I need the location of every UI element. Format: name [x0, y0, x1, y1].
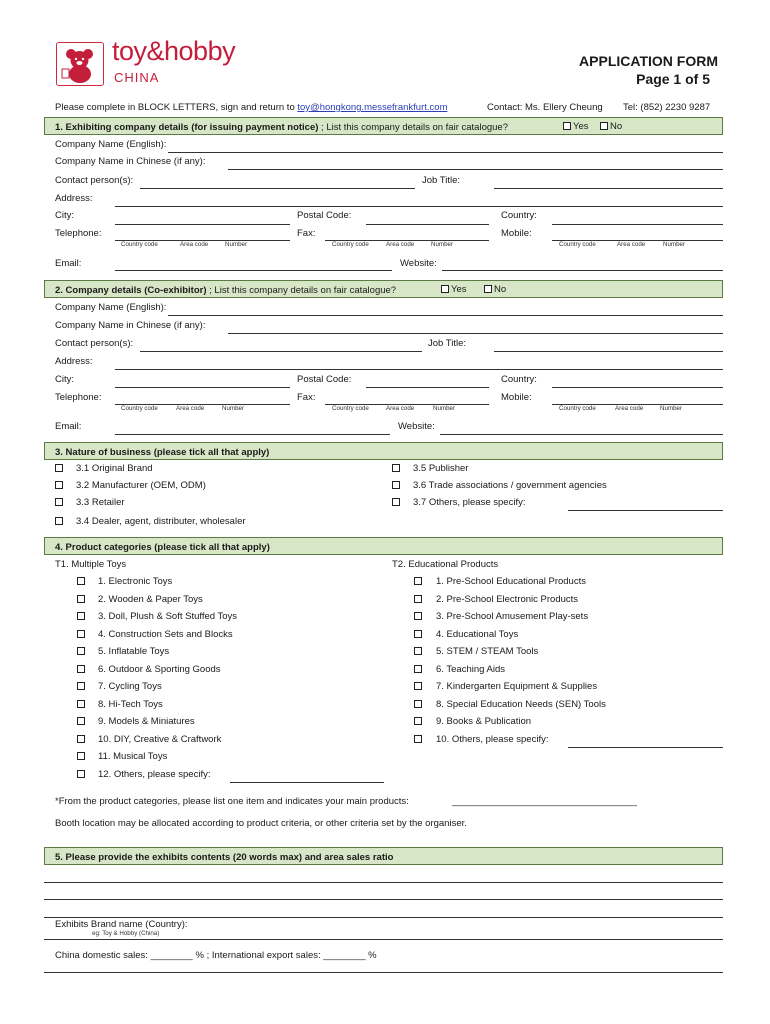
s2-country-label: Country: [501, 374, 537, 385]
option-3-3: 3.3 Retailer [76, 497, 125, 508]
s1-telephone-label: Telephone: [55, 228, 102, 239]
t1-option-11: 11. Musical Toys [98, 751, 168, 762]
s2-tel-area-code: Area code [176, 405, 205, 412]
s1-tel-country-code: Country code [121, 241, 158, 248]
t2-option-7: 7. Kindergarten Equipment & Supplies [436, 681, 598, 692]
section-4-header [44, 537, 723, 555]
s2-mob-number: Number [660, 405, 683, 412]
s1-city-label: City: [55, 210, 74, 221]
t1-checkbox-8[interactable] [77, 700, 85, 708]
section-4-title: 4. Product categories (please tick all that apply) [55, 542, 270, 553]
brand-name-field[interactable] [44, 939, 723, 940]
booth-note: Booth location may be allocated according to product criteria, or other criteria set by the organiser. [55, 818, 467, 829]
checkbox-3-5[interactable] [392, 464, 400, 472]
section-2-header [44, 280, 723, 298]
t2-option-10: 10. Others, please specify: [436, 733, 549, 745]
s2-contact-field[interactable] [140, 351, 422, 352]
t2-checkbox-2[interactable] [414, 595, 422, 603]
brand-name-example: eg: Toy & Hobby (China) [92, 930, 160, 937]
t1-checkbox-4[interactable] [77, 630, 85, 638]
option-3-6: 3.6 Trade associations / government agencies [413, 480, 607, 491]
checkbox-3-6[interactable] [392, 481, 400, 489]
checkbox-3-3[interactable] [55, 498, 63, 506]
s2-fax-number: Number [433, 405, 456, 412]
section-1-title: 1. Exhibiting company details (for issuing payment notice) [55, 122, 319, 133]
t2-option-9: 9. Books & Publication [436, 716, 532, 727]
section-3-header [44, 442, 723, 460]
t1-checkbox-12[interactable] [77, 770, 85, 778]
s1-website-field[interactable] [442, 270, 723, 271]
s2-email-label: Email: [55, 421, 82, 432]
checkbox-icon[interactable] [484, 285, 492, 293]
s1-address-label: Address: [55, 193, 93, 204]
form-title: APPLICATION FORM [579, 53, 718, 69]
t2-option-6: 6. Teaching Aids [436, 663, 506, 675]
s2-country-field[interactable] [552, 387, 723, 388]
s2-city-field[interactable] [115, 387, 290, 388]
t1-others-specify-field[interactable] [230, 782, 384, 783]
t1-option-8: 8. Hi-Tech Toys [98, 698, 163, 710]
logo [56, 42, 104, 86]
s2-address-label: Address: [55, 356, 93, 367]
section-2-yes[interactable]: Yes [441, 285, 467, 295]
s2-company-name-en-field[interactable] [168, 315, 723, 316]
checkbox-3-2[interactable] [55, 481, 63, 489]
s2-website-label: Website: [398, 421, 435, 432]
section-1-subtitle: ; List this company details on fair catalogue? [321, 122, 508, 133]
section-1-no[interactable]: No [600, 122, 622, 132]
s2-company-name-en-label: Company Name (English): [55, 302, 167, 313]
s1-mob-country-code: Country code [559, 241, 596, 248]
exhibits-content-line-3[interactable] [44, 917, 723, 918]
s2-mob-area-code: Area code [615, 405, 644, 412]
teddy-bear-icon [57, 43, 103, 85]
t1-option-1: 1. Electronic Toys [98, 576, 173, 587]
checkbox-3-1[interactable] [55, 464, 63, 472]
s2-company-name-cn-label: Company Name in Chinese (if any): [55, 320, 206, 331]
page-number: Page 1 of 5 [636, 71, 710, 87]
sales-ratio[interactable]: China domestic sales: ________ % ; International export sales: ________ % [55, 950, 377, 961]
t1-option-4: 4. Construction Sets and Blocks [98, 628, 233, 640]
s2-tel-country-code: Country code [121, 405, 158, 412]
t1-checkbox-2[interactable] [77, 595, 85, 603]
s1-country-label: Country: [501, 210, 537, 221]
t1-option-3: 3. Doll, Plush & Soft Stuffed Toys [98, 611, 238, 622]
option-3-7-specify-field[interactable] [568, 510, 723, 511]
s1-job-title-field[interactable] [494, 188, 723, 189]
exhibits-content-line-1[interactable] [44, 882, 723, 883]
t1-checkbox-1[interactable] [77, 577, 85, 585]
brand-name-label: Exhibits Brand name (Country): [55, 919, 188, 930]
s1-address-field[interactable] [115, 206, 723, 207]
t1-option-10: 10. DIY, Creative & Craftwork [98, 733, 222, 745]
contact-tel: Tel: (852) 2230 9287 [623, 102, 711, 113]
t2-option-1: 1. Pre-School Educational Products [436, 576, 586, 587]
option-3-2: 3.2 Manufacturer (OEM, ODM) [76, 480, 206, 491]
t1-option-12: 12. Others, please specify: [98, 768, 211, 780]
s1-email-label: Email: [55, 258, 82, 269]
s1-company-name-cn-label: Company Name in Chinese (if any): [55, 156, 206, 167]
intro-line [55, 103, 447, 113]
section-2-subtitle: ; List this company details on fair catalogue? [209, 285, 397, 296]
section-1-yes[interactable]: Yes [563, 122, 589, 132]
s1-tel-number: Number [225, 241, 248, 248]
s1-mobile-label: Mobile: [501, 228, 532, 239]
s1-fax-number: Number [431, 241, 454, 248]
s1-postal-label: Postal Code: [297, 210, 352, 221]
checkbox-3-4[interactable] [55, 517, 63, 525]
s1-fax-country-code: Country code [332, 241, 369, 248]
s2-fax-country-code: Country code [332, 405, 369, 412]
t2-checkbox-5[interactable] [414, 647, 422, 655]
checkbox-icon[interactable] [441, 285, 449, 293]
t2-checkbox-3[interactable] [414, 612, 422, 620]
s2-website-field[interactable] [440, 434, 723, 435]
s1-tel-area-code: Area code [180, 241, 209, 248]
email-link[interactable]: toy@hongkong.messefrankfurt.com [297, 102, 448, 113]
t1-checkbox-6[interactable] [77, 665, 85, 673]
t1-checkbox-3[interactable] [77, 612, 85, 620]
s1-country-field[interactable] [552, 224, 723, 225]
t2-checkbox-4[interactable] [414, 630, 422, 638]
s2-contact-label: Contact person(s): [55, 338, 134, 349]
t2-option-2: 2. Pre-School Electronic Products [436, 593, 579, 605]
checkbox-3-7[interactable] [392, 498, 400, 506]
s2-city-label: City: [55, 374, 74, 385]
t2-heading: T2. Educational Products [392, 559, 499, 570]
s2-email-field[interactable] [115, 434, 390, 435]
t1-checkbox-5[interactable] [77, 647, 85, 655]
s2-telephone-label: Telephone: [55, 392, 102, 403]
intro-text: Please complete in BLOCK LETTERS, sign and return to [55, 102, 295, 113]
option-3-1: 3.1 Original Brand [76, 463, 153, 474]
section-2-title: 2. Company details (Co-exhibitor) [55, 285, 207, 296]
s2-mob-country-code: Country code [559, 405, 596, 412]
t1-option-2: 2. Wooden & Paper Toys [98, 593, 203, 605]
s2-tel-number: Number [222, 405, 245, 412]
t2-checkbox-10[interactable] [414, 735, 422, 743]
exhibits-content-line-2[interactable] [44, 899, 723, 900]
t2-checkbox-9[interactable] [414, 717, 422, 725]
s1-mob-area-code: Area code [617, 241, 646, 248]
t2-checkbox-1[interactable] [414, 577, 422, 585]
section-5-header [44, 847, 723, 865]
s2-job-title-field[interactable] [494, 351, 723, 352]
t2-checkbox-6[interactable] [414, 665, 422, 673]
t2-option-5: 5. STEM / STEAM Tools [436, 646, 539, 657]
s2-postal-field[interactable] [366, 387, 489, 388]
option-3-4: 3.4 Dealer, agent, distributer, wholesaler [76, 516, 246, 527]
s1-company-name-cn-field[interactable] [228, 169, 723, 170]
s1-company-name-en-field[interactable] [168, 152, 723, 153]
section-5-title: 5. Please provide the exhibits contents (20 words max) and area sales ratio [55, 852, 394, 863]
s1-mob-number: Number [663, 241, 686, 248]
s2-address-field[interactable] [115, 369, 723, 370]
bottom-rule [44, 972, 723, 973]
t1-option-6: 6. Outdoor & Sporting Goods [98, 663, 221, 675]
section-2-no[interactable]: No [484, 285, 506, 295]
t1-checkbox-9[interactable] [77, 717, 85, 725]
main-products-label: *From the product categories, please list one item and indicates your main products: [55, 796, 409, 807]
checkbox-icon[interactable] [563, 122, 571, 130]
t2-option-3: 3. Pre-School Amusement Play-sets [436, 611, 589, 622]
s2-mobile-label: Mobile: [501, 392, 532, 403]
s1-company-name-en-label: Company Name (English): [55, 139, 167, 150]
s2-fax-area-code: Area code [386, 405, 415, 412]
section-1-header [44, 117, 723, 135]
s1-postal-field[interactable] [366, 224, 489, 225]
main-products-field[interactable]: ___________________________________ [452, 796, 637, 807]
s2-postal-label: Postal Code: [297, 374, 352, 385]
s1-website-label: Website: [400, 258, 437, 269]
contact-name: Contact: Ms. Ellery Cheung [487, 102, 603, 113]
brand-logo-sub: CHINA [114, 70, 160, 85]
s2-company-name-cn-field[interactable] [228, 333, 723, 334]
t1-checkbox-10[interactable] [77, 735, 85, 743]
t2-option-4: 4. Educational Toys [436, 628, 519, 640]
t1-option-9: 9. Models & Miniatures [98, 716, 195, 727]
t2-checkbox-8[interactable] [414, 700, 422, 708]
t1-heading: T1. Multiple Toys [55, 559, 127, 570]
t2-checkbox-7[interactable] [414, 682, 422, 690]
s2-fax-label: Fax: [297, 392, 316, 403]
option-3-7: 3.7 Others, please specify: [413, 497, 526, 508]
t2-others-specify-field[interactable] [568, 747, 723, 748]
option-3-5: 3.5 Publisher [413, 463, 469, 474]
s1-job-title-label: Job Title: [422, 175, 461, 186]
t1-checkbox-7[interactable] [77, 682, 85, 690]
s1-contact-label: Contact person(s): [55, 175, 134, 186]
brand-logo-text: toy&hobby [112, 36, 236, 66]
checkbox-icon[interactable] [600, 122, 608, 130]
s1-contact-field[interactable] [140, 188, 415, 189]
t1-checkbox-11[interactable] [77, 752, 85, 760]
section-3-title: 3. Nature of business (please tick all that apply) [55, 447, 270, 458]
s2-job-title-label: Job Title: [428, 338, 467, 349]
t1-option-5: 5. Inflatable Toys [98, 646, 170, 657]
t1-option-7: 7. Cycling Toys [98, 681, 162, 692]
s1-email-field[interactable] [115, 270, 392, 271]
s1-city-field[interactable] [115, 224, 290, 225]
s1-fax-label: Fax: [297, 228, 316, 239]
s1-fax-area-code: Area code [386, 241, 415, 248]
t2-option-8: 8. Special Education Needs (SEN) Tools [436, 698, 606, 710]
